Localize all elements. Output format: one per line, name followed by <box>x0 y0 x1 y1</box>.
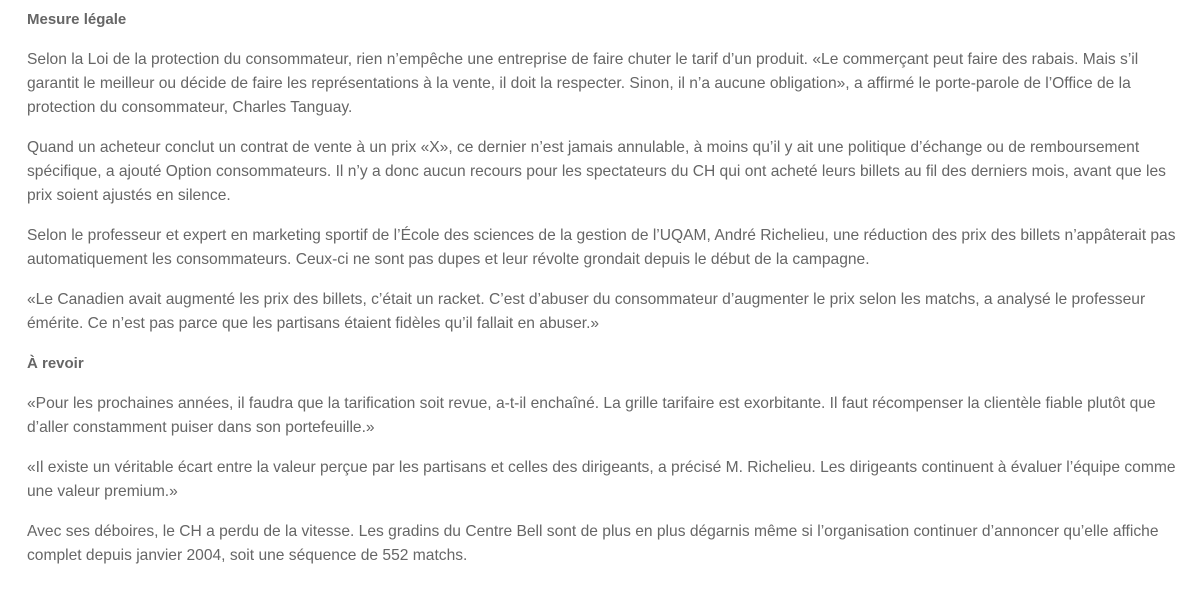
section-heading-a-revoir: À revoir <box>27 355 84 372</box>
paragraph-7: Avec ses déboires, le CH a perdu de la vitesse. Les gradins du Centre Bell sont de plus en plus dégarnis même si l’organisation continuer d’annoncer qu’elle affiche complet depuis janvier 2004, soit une séquence de 552 matchs. <box>27 523 1159 564</box>
paragraph-4: «Le Canadien avait augmenté les prix des billets, c’était un racket. C’est d’abuser du consommateur d’augmenter le prix selon les matchs, a analysé le professeur émérite. Ce n’est pas parce que les partisans étaient fidèles qu’il fallait en abuser.» <box>27 291 1146 332</box>
article-body <box>27 8 1177 584</box>
paragraph-6: «Il existe un véritable écart entre la valeur perçue par les partisans et celles des dirigeants, a précisé M. Richelieu. Les dirigeants continuent à évaluer l’équipe comme une valeur premium.» <box>27 459 1176 500</box>
paragraph-2: Quand un acheteur conclut un contrat de vente à un prix «X», ce dernier n’est jamais annulable, à moins qu’il y ait une politique d’échange ou de remboursement spécifique, a ajouté Option consommateurs. Il n’y a donc aucun recours pour les spectateurs du CH qui ont acheté leurs billets au fil des derniers mois, avant que les prix soient ajustés en silence. <box>27 139 1166 204</box>
paragraph-1: Selon la Loi de la protection du consommateur, rien n’empêche une entreprise de faire chuter le tarif d’un produit. «Le commerçant peut faire des rabais. Mais s’il garantit le meilleur ou décide de faire les représentations à la vente, il doit la respecter. Sinon, il n’a aucune obligation», a affirmé le porte-parole de l’Office de la protection du consommateur, Charles Tanguay. <box>27 51 1139 116</box>
section-heading-mesure-legale: Mesure légale <box>27 11 127 28</box>
paragraph-3: Selon le professeur et expert en marketing sportif de l’École des sciences de la gestion de l’UQAM, André Richelieu, une réduction des prix des billets n’appâterait pas automatiquement les consommateurs. Ceux-ci ne sont pas dupes et leur révolte grondait depuis le début de la campagne. <box>27 227 1176 268</box>
paragraph-5: «Pour les prochaines années, il faudra que la tarification soit revue, a-t-il enchaîné. La grille tarifaire est exorbitante. Il faut récompenser la clientèle fiable plutôt que d’aller constamment puiser dans son portefeuille.» <box>27 395 1156 436</box>
